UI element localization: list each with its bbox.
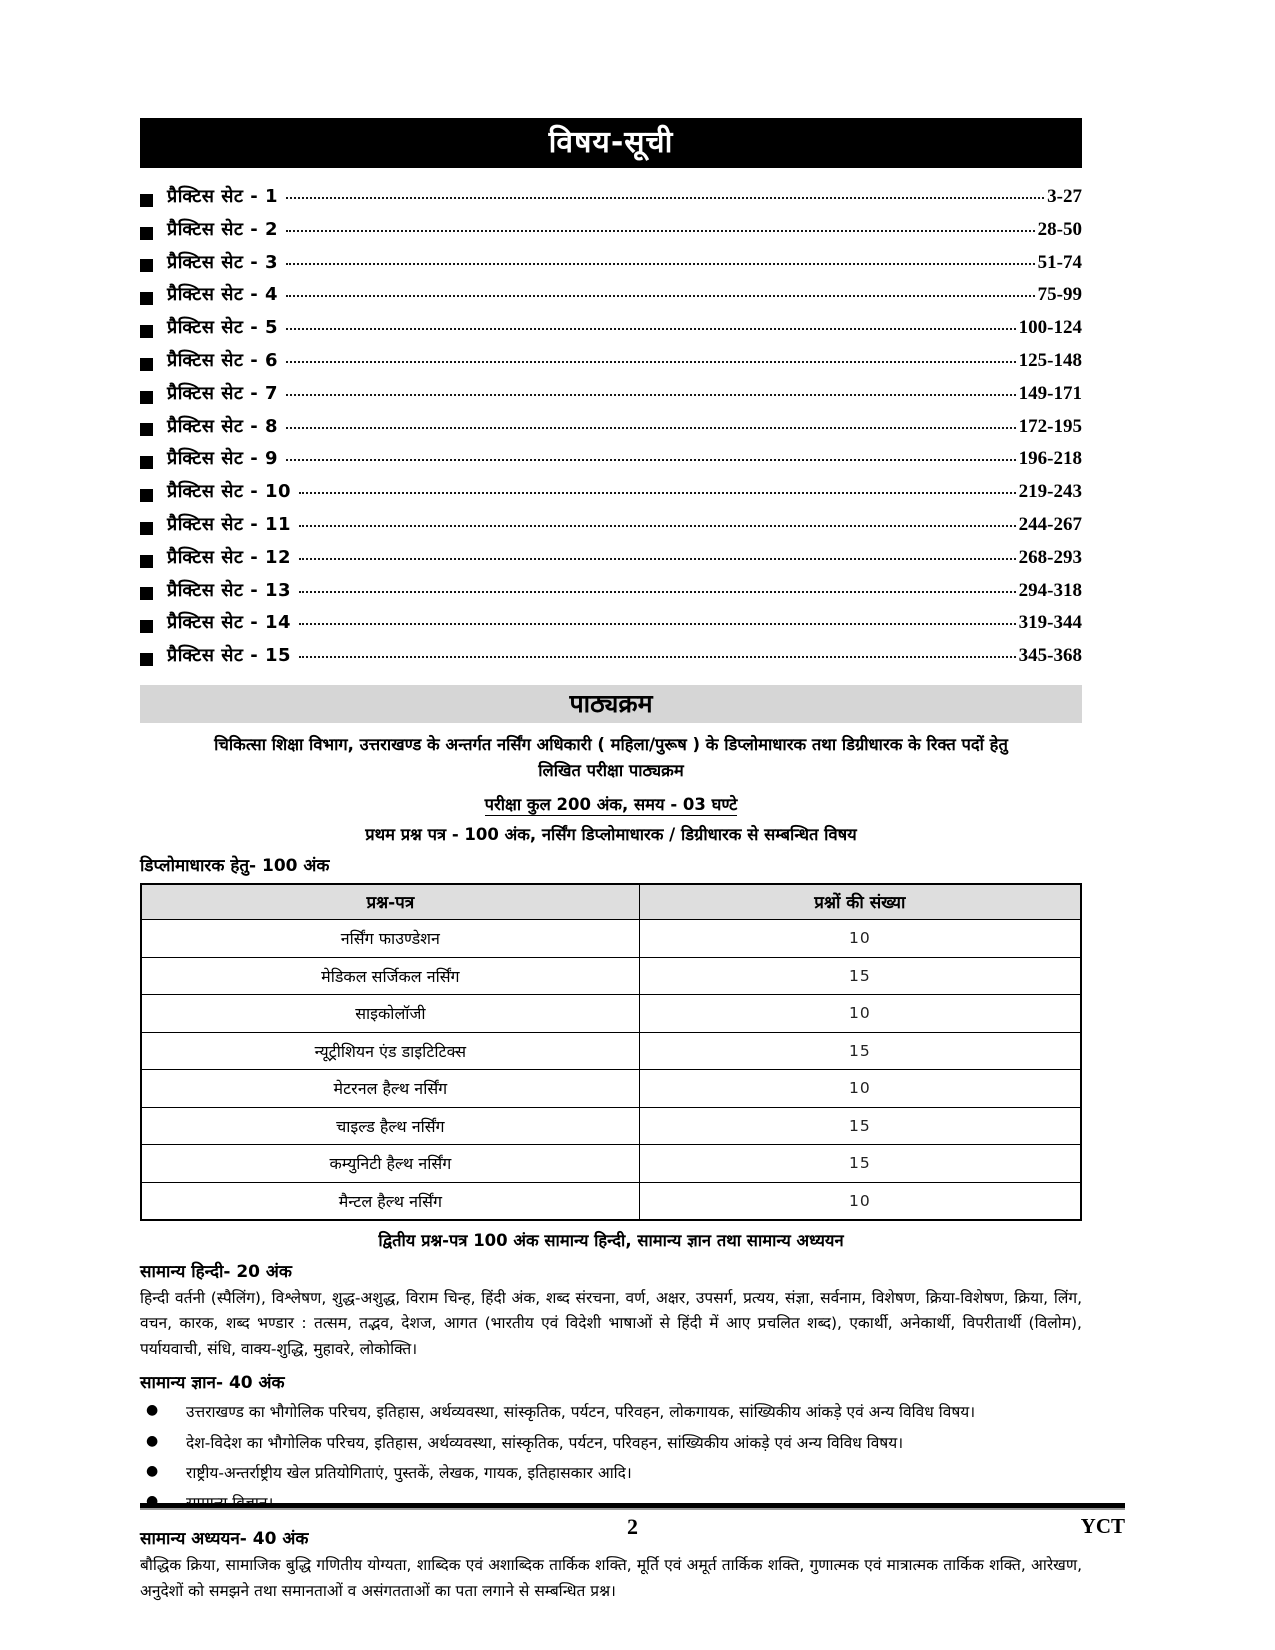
dotted-leader — [286, 427, 1016, 429]
question-paper-table — [140, 883, 1082, 1221]
page-content — [140, 118, 1082, 1604]
dotted-leader — [299, 656, 1016, 658]
square-bullet-icon — [140, 194, 153, 207]
hindi-section-body: हिन्दी वर्तनी (स्पैलिंग), विश्लेषण, शुद्ध-अशुद्ध, विराम चिन्ह, हिंदी अंक, शब्द संरचना, वर्ण, अक्षर, उपसर्ग, प्रत्यय, संज्ञा, सर्वनाम, विशेषण, क्रिया-विशेषण, क्रिया, लिंग, वचन, कारक, शब्द भण्डार : तत्सम, तद्भव, देशज, आगत (भारतीय एवं विदेशी भाषाओं से हिंदी में आए प्रचलित शब्द), एकार्थी, अनेकार्थी, विपरीतार्थी (विलोम), पर्यायवाची, संधि, वाक्य-शुद्धि, मुहावरे, लोकोक्ति। — [140, 1288, 1082, 1358]
table-cell-count: 15 — [639, 1032, 1081, 1070]
circle-bullet-icon: ● — [146, 1493, 159, 1510]
dotted-leader — [299, 591, 1016, 593]
table-row — [141, 1032, 1081, 1070]
table-cell-paper: मेटरनल हैल्थ नर्सिंग — [141, 1070, 639, 1108]
toc-item-pages: 149-171 — [1018, 382, 1082, 404]
toc-item-pages: 319-344 — [1018, 612, 1082, 634]
page-title-text: विषय-सूची — [548, 125, 674, 160]
toc-item-pages: 100-124 — [1018, 317, 1082, 339]
footer-rule — [140, 1503, 1125, 1510]
table-cell-count: 15 — [639, 957, 1081, 995]
toc-item-pages: 268-293 — [1018, 546, 1082, 568]
toc-item — [140, 643, 1082, 676]
square-bullet-icon — [140, 587, 153, 600]
toc-item-label: प्रैक्टिस सेट - 9 — [167, 448, 278, 470]
page-title — [140, 118, 1082, 168]
square-bullet-icon — [140, 227, 153, 240]
diploma-heading: डिप्लोमाधारक हेतु- 100 अंक — [140, 855, 330, 876]
toc-item-pages: 125-148 — [1018, 349, 1082, 371]
circle-bullet-icon: ● — [146, 1462, 159, 1479]
table-row — [141, 1107, 1081, 1145]
exam-total-line — [140, 792, 1082, 815]
toc-item — [140, 610, 1082, 643]
dotted-leader — [286, 263, 1035, 265]
dotted-leader — [299, 623, 1016, 625]
toc-item-pages: 219-243 — [1018, 481, 1082, 503]
dotted-leader — [286, 197, 1044, 199]
table-cell-paper: मेडिकल सर्जिकल नर्सिंग — [141, 957, 639, 995]
table-cell-count: 10 — [639, 1182, 1081, 1220]
toc-item — [140, 381, 1082, 414]
syllabus-intro — [140, 732, 1082, 785]
table-header-paper: प्रश्न-पत्र — [141, 884, 639, 920]
toc-item-pages: 294-318 — [1018, 579, 1082, 601]
gk-bullet-text: देश-विदेश का भौगोलिक परिचय, इतिहास, अर्थव्यवस्था, सांस्कृतिक, पर्यटन, परिवहन, सांख्यिकीय आंकड़े एवं अन्य विविध विषय। — [186, 1433, 904, 1452]
toc-item-pages: 345-368 — [1018, 645, 1082, 667]
toc-item-label: प्रैक्टिस सेट - 13 — [167, 579, 292, 601]
paper2-line: द्वितीय प्रश्न-पत्र 100 अंक सामान्य हिन्दी, सामान्य ज्ञान तथा सामान्य अध्ययन — [378, 1230, 844, 1250]
gk-bullet-item — [140, 1428, 1082, 1458]
syllabus-intro-line2: लिखित परीक्षा पाठ्यक्रम — [538, 761, 684, 781]
dotted-leader — [286, 295, 1035, 297]
square-bullet-icon — [140, 522, 153, 535]
gs-section-heading: सामान्य अध्ययन- 40 अंक — [140, 1529, 309, 1550]
table-body — [141, 920, 1081, 1220]
gk-bullet-item — [140, 1458, 1082, 1488]
table-row — [141, 995, 1081, 1033]
gk-bullet-text: उत्तराखण्ड का भौगोलिक परिचय, इतिहास, अर्थव्यवस्था, सांस्कृतिक, पर्यटन, परिवहन, लोकगायक, सांख्यिकीय आंकड़े एवं अन्य विविध विषय। — [186, 1403, 976, 1422]
toc-item-label: प्रैक्टिस सेट - 15 — [167, 645, 292, 667]
toc-item-pages: 3-27 — [1047, 186, 1082, 207]
toc-item — [140, 414, 1082, 447]
toc-item-pages: 244-267 — [1018, 513, 1082, 535]
toc-item — [140, 250, 1082, 283]
toc-item-label: प्रैक्टिस सेट - 7 — [167, 382, 278, 404]
table-cell-paper: कम्युनिटी हैल्थ नर्सिंग — [141, 1145, 639, 1183]
syllabus-section-heading: पाठ्यक्रम — [140, 685, 1082, 723]
gs-section-body: बौद्धिक क्रिया, सामाजिक बुद्धि गणितीय योग्यता, शाब्दिक एवं अशाब्दिक तार्किक शक्ति, मूर्ति एवं अमूर्त तार्किक शक्ति, गुणात्मक एवं मात्रात्मक तार्किक शक्ति, आरेखण, अनुदेशों को समझने तथा समानताओं व असंगतताओं का पता लगाने से सम्बन्धित प्रश्न। — [140, 1556, 1082, 1600]
table-cell-count: 15 — [639, 1145, 1081, 1183]
gk-bullet-item — [140, 1397, 1082, 1427]
table-cell-count: 10 — [639, 995, 1081, 1033]
toc-item-label: प्रैक्टिस सेट - 14 — [167, 612, 292, 634]
toc-item-label: प्रैक्टिस सेट - 4 — [167, 284, 278, 306]
circle-bullet-icon: ● — [146, 1402, 159, 1419]
table-cell-count: 15 — [639, 1107, 1081, 1145]
dotted-leader — [299, 525, 1016, 527]
dotted-leader — [286, 328, 1016, 330]
table-cell-paper: न्यूट्रीशियन एंड डाइटिटिक्स — [141, 1032, 639, 1070]
table-cell-paper: मैन्टल हैल्थ नर्सिंग — [141, 1182, 639, 1220]
toc-item — [140, 446, 1082, 479]
square-bullet-icon — [140, 489, 153, 502]
table-cell-paper: साइकोलॉजी — [141, 995, 639, 1033]
toc-item-label: प्रैक्टिस सेट - 3 — [167, 251, 278, 273]
toc-item — [140, 348, 1082, 381]
square-bullet-icon — [140, 653, 153, 666]
table-cell-paper: नर्सिंग फाउण्डेशन — [141, 920, 639, 958]
toc-item — [140, 479, 1082, 512]
dotted-leader — [286, 361, 1016, 363]
table-row — [141, 920, 1081, 958]
toc-item-label: प्रैक्टिस सेट - 2 — [167, 218, 278, 240]
gk-bullet-list — [140, 1397, 1082, 1518]
table-cell-paper: चाइल्ड हैल्थ नर्सिंग — [141, 1107, 639, 1145]
dotted-leader — [286, 394, 1016, 396]
table-header-row — [141, 884, 1081, 920]
toc-item-pages: 28-50 — [1037, 218, 1082, 240]
paper1-line: प्रथम प्रश्न पत्र - 100 अंक, नर्सिंग डिप्लोमाधारक / डिग्रीधारक से सम्बन्धित विषय — [365, 824, 857, 844]
square-bullet-icon — [140, 423, 153, 436]
square-bullet-icon — [140, 555, 153, 568]
square-bullet-icon — [140, 456, 153, 469]
page-footer — [140, 1503, 1125, 1544]
toc-item-pages: 51-74 — [1037, 251, 1082, 273]
dotted-leader — [299, 492, 1016, 494]
toc-item-label: प्रैक्टिस सेट - 6 — [167, 349, 278, 371]
toc-item-label: प्रैक्टिस सेट - 5 — [167, 317, 278, 339]
toc-item — [140, 512, 1082, 545]
footer-brand: YCT — [1080, 1514, 1125, 1538]
toc-item — [140, 282, 1082, 315]
toc-item-pages: 196-218 — [1018, 448, 1082, 470]
circle-bullet-icon: ● — [146, 1432, 159, 1449]
square-bullet-icon — [140, 292, 153, 305]
table-cell-count: 10 — [639, 920, 1081, 958]
footer-row — [140, 1514, 1125, 1544]
hindi-section-heading: सामान्य हिन्दी- 20 अंक — [140, 1261, 292, 1282]
gk-bullet-text: राष्ट्रीय-अन्तर्राष्ट्रीय खेल प्रतियोगिताएं, पुस्तकें, लेखक, गायक, इतिहासकार आदि। — [186, 1463, 632, 1482]
dotted-leader — [286, 459, 1016, 461]
square-bullet-icon — [140, 358, 153, 371]
toc-item-label: प्रैक्टिस सेट - 12 — [167, 546, 292, 568]
toc-item — [140, 315, 1082, 348]
toc-item-pages: 75-99 — [1037, 284, 1082, 306]
square-bullet-icon — [140, 620, 153, 633]
gk-section-heading: सामान्य ज्ञान- 40 अंक — [140, 1373, 285, 1394]
toc-item — [140, 184, 1082, 217]
square-bullet-icon — [140, 259, 153, 272]
table-row — [141, 1070, 1081, 1108]
syllabus-intro-line1: चिकित्सा शिक्षा विभाग, उत्तराखण्ड के अन्तर्गत नर्सिंग अधिकारी ( महिला/पुरूष ) के डिप्लोमाधारक तथा डिग्रीधारक के रिक्त पदों हेतु — [214, 734, 1008, 754]
table-header-count: प्रश्नों की संख्या — [639, 884, 1081, 920]
dotted-leader — [299, 558, 1016, 560]
square-bullet-icon — [140, 325, 153, 338]
table-row — [141, 957, 1081, 995]
toc-item-label: प्रैक्टिस सेट - 10 — [167, 481, 292, 503]
toc-list — [140, 184, 1082, 676]
square-bullet-icon — [140, 391, 153, 404]
toc-item-label: प्रैक्टिस सेट - 1 — [167, 186, 278, 207]
toc-item-pages: 172-195 — [1018, 415, 1082, 437]
gk-bullet-text: सामान्य विज्ञान। — [186, 1494, 274, 1513]
table-row — [141, 1182, 1081, 1220]
table-row — [141, 1145, 1081, 1183]
footer-page-number: 2 — [627, 1514, 638, 1539]
toc-item-label: प्रैक्टिस सेट - 11 — [167, 513, 292, 535]
toc-item — [140, 217, 1082, 250]
table-cell-count: 10 — [639, 1070, 1081, 1108]
exam-total-text: परीक्षा कुल 200 अंक, समय - 03 घण्टे — [484, 794, 738, 814]
toc-item — [140, 578, 1082, 611]
toc-item — [140, 545, 1082, 578]
dotted-leader — [286, 230, 1035, 232]
toc-item-label: प्रैक्टिस सेट - 8 — [167, 415, 278, 437]
